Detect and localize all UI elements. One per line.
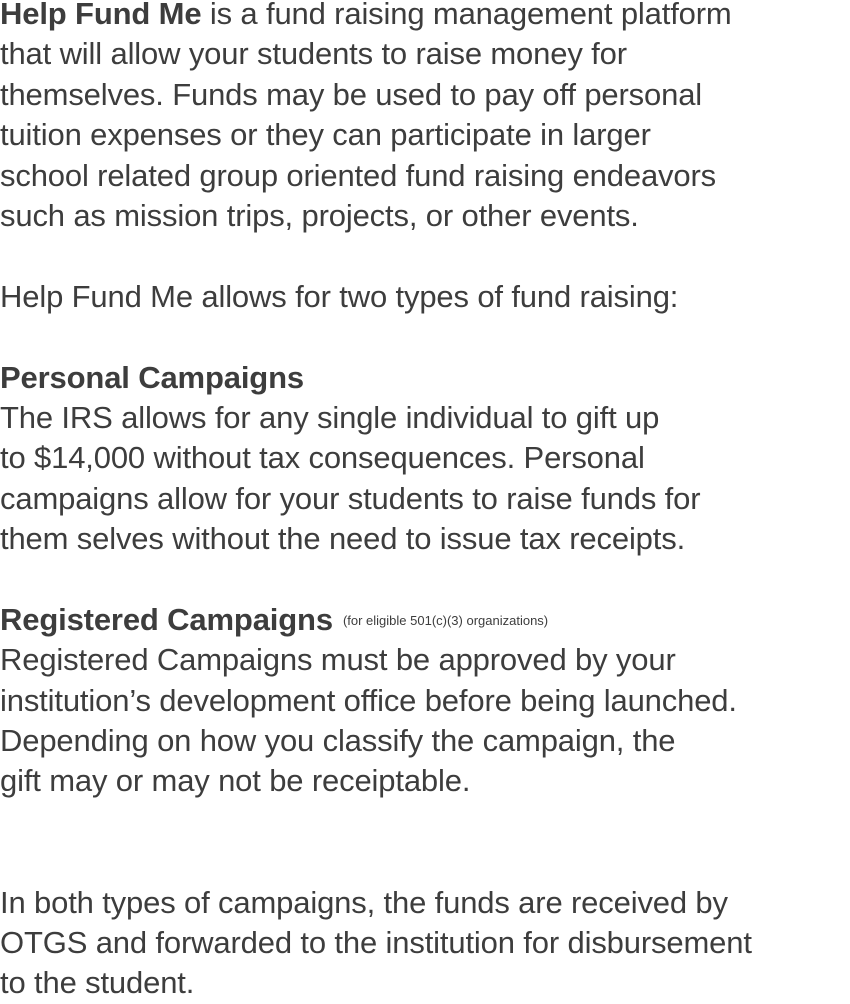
registered-campaigns-heading-row	[0, 600, 850, 640]
brand-name: Help Fund Me	[0, 0, 202, 31]
closing-paragraph	[0, 883, 850, 1004]
personal-campaigns-heading: Personal Campaigns	[0, 359, 304, 395]
paragraph-spacer	[0, 236, 850, 276]
registered-line: Registered Campaigns must be approved by your	[0, 642, 676, 678]
registered-campaigns-section	[0, 600, 850, 802]
paragraph-spacer	[0, 802, 850, 842]
fund-types-intro: Help Fund Me allows for two types of fund raising:	[0, 278, 679, 314]
registered-campaigns-heading: Registered Campaigns	[0, 601, 333, 637]
closing-line: to the student.	[0, 965, 195, 1001]
intro-line-1-text: is a fund raising management platform	[201, 0, 732, 31]
paragraph-spacer	[0, 842, 850, 882]
closing-line: In both types of campaigns, the funds are received by	[0, 884, 728, 920]
personal-line: The IRS allows for any single individual to gift up	[0, 399, 660, 435]
intro-line-1	[0, 0, 850, 34]
registered-line: Depending on how you classify the campaign, the	[0, 723, 676, 759]
registered-line: institution’s development office before being launched.	[0, 682, 737, 718]
paragraph-spacer	[0, 317, 850, 357]
personal-campaigns-section	[0, 358, 850, 560]
intro-line: themselves. Funds may be used to pay off personal	[0, 76, 703, 112]
personal-line: to $14,000 without tax consequences. Personal	[0, 440, 645, 476]
registered-line: gift may or may not be receiptable.	[0, 763, 471, 799]
personal-line: them selves without the need to issue tax receipts.	[0, 521, 686, 557]
eligibility-note: (for eligible 501(c)(3) organizations)	[342, 613, 549, 629]
intro-line: that will allow your students to raise money for	[0, 36, 627, 72]
closing-line: OTGS and forwarded to the institution for disbursement	[0, 924, 752, 960]
intro-line: such as mission trips, projects, or other events.	[0, 197, 639, 233]
paragraph-spacer	[0, 559, 850, 599]
intro-line: school related group oriented fund raising endeavors	[0, 157, 717, 193]
intro-line: tuition expenses or they can participate in larger	[0, 117, 651, 153]
personal-line: campaigns allow for your students to raise funds for	[0, 480, 701, 516]
intro-paragraph	[0, 0, 850, 236]
